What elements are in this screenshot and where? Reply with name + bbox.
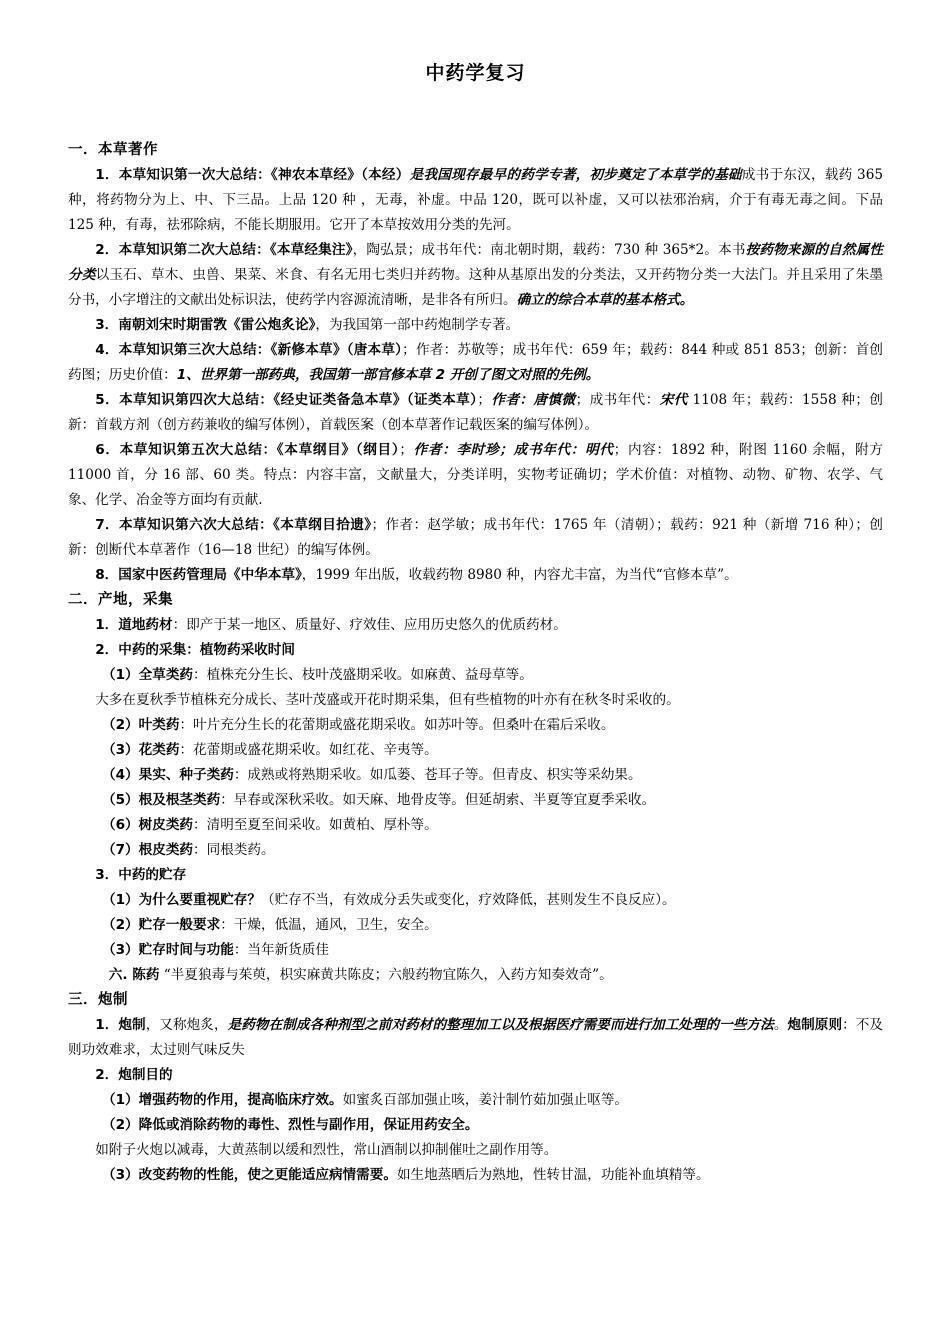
note-jiangdi: 如附子火炮以减毒，大黄蒸制以缓和烈性，常山酒制以抑制催吐之副作用等。 [95,1142,558,1158]
paragraph-xinxiu: 4．本草知识第三次大总结：《新修本草》（唐本草）；作者：苏敬等；成书年代：659 年；载药：844 种或 851 853；创新：首创药图；历史价值：1、世界第一部药典，我国第一部官修本草 2 开创了图文对照的先例。 [68,342,883,383]
list-item-shupi: （6）树皮类药：清明至夏至间采收。如黄柏、厚朴等。 [102,817,438,833]
page-title: 中药学复习 [425,62,526,84]
paragraph-daodi: 1．道地药材：即产于某一地区、质量好、疗效佳、应用历史悠久的优质药材。 [95,617,567,633]
list-item-hua: （3）花类药：花蕾期或盛花期采收。如红花、辛夷等。 [102,742,438,758]
section-heading-2: 二．产地，采集 [68,592,173,608]
subheading-zhucun: 3．中药的贮存 [95,867,187,883]
list-item-gaibian: （3）改变药物的性能，使之更能适应病情需要。如生地蒸晒后为熟地，性转甘温，功能补血填精等。 [102,1167,710,1183]
list-item-zengqiang: （1）增强药物的作用，提高临床疗效。如蜜炙百部加强止咳，姜汁制竹茹加强止呕等。 [102,1092,629,1108]
note-quancao: 大多在夏秋季节植株充分成长、茎叶茂盛或开花时期采集，但有些植物的叶亦有在秋冬时采收的。 [95,692,680,708]
list-item-zhongshi: （1）为什么要重视贮存？（贮存不当，有效成分丢失或变化，疗效降低，甚则发生不良反应）。 [102,892,676,908]
paragraph-leigong: 3．南朝刘宋时期雷敩《雷公炮炙论》，为我国第一部中药炮制学专著。 [95,317,520,333]
subheading-mudi: 2．炮制目的 [95,1067,173,1083]
paragraph-zhenglei: 5．本草知识第四次大总结：《经史证类备急本草》（证类本草）；作者：唐慎微；成书年代：宋代 1108 年；载药：1558 种；创新：首载方剂（创方药兼收的编写体例），首载医案（创本草著作记载医案的编写体例）。 [68,392,884,433]
paragraph-gangmu: 6．本草知识第五次大总结：《本草纲目》（纲目）；作者：李时珍；成书年代：明代；内容：1892 种，附图 1160 余幅，附方 11000 首，分 16 部、60 类。特点：内容丰富，文献量大，分类详明，实物考证确切；学术价值：对植物、动物、矿物、农学、气象、化学、冶金等方面均有贡献. [68,442,884,508]
list-item-jiangdi: （2）降低或消除药物的毒性、烈性与副作用，保证用药安全。 [102,1117,479,1133]
list-item-genjing: （5）根及根茎类药：早春或深秋采收。如天麻、地骨皮等。但延胡索、半夏等宜夏季采收。 [102,792,656,808]
subheading-caiji: 2．中药的采集：植物药采收时间 [95,642,295,658]
document-body [68,138,883,1188]
list-item-guoshi: （4）果实、种子类药：成熟或将熟期采收。如瓜蒌、苍耳子等。但青皮、枳实等采幼果。 [102,767,642,783]
paragraph-zhonghua: 8．国家中医药管理局《中华本草》，1999 年出版，收载药物 8980 种，内容尤丰富，为当代“官修本草”。 [95,567,738,583]
paragraph-chenyao: 六. 陈药 “半夏狼毒与茱萸，枳实麻黄共陈皮；六般药物宜陈久，入药方知奏效奇”。 [108,967,613,983]
list-item-quancao: （1）全草类药：植株充分生长、枝叶茂盛期采收。如麻黄、益母草等。 [102,667,533,683]
paragraph-shennong: 1．本草知识第一次大总结：《神农本草经》（本经）是我国现存最早的药学专著，初步奠定了本草学的基础成书于东汉，载药 365 种，将药物分为上、中、下三品。上品 120 种 ，无毒，补虚。中品 120，既可以补虚，又可以祛邪治病，介于有毒无毒之间。下品 125 种，有毒，祛邪除病，不能长期服用。它开了本草按效用分类的先河。 [68,167,883,233]
list-item-ye: （2）叶类药：叶片充分生长的花蕾期或盛花期采收。如苏叶等。但桑叶在霜后采收。 [102,717,615,733]
list-item-shijian: （3）贮存时间与功能：当年新货质佳 [102,942,329,958]
paragraph-jizhu: 2．本草知识第二次大总结：《本草经集注》，陶弘景；成书年代：南北朝时期，载药：730 种 365*2。本书按药物来源的自然属性分类以玉石、草木、虫兽、果菜、米食、有名无用七类归并药物。这种从基原出发的分类法，又开药物分类一大法门。并且采用了朱墨分书，小字增注的文献出处标识法，使药学内容源流清晰，是非各有所归。确立的综合本草的基本格式。 [68,242,884,308]
paragraph-shiyi: 7．本草知识第六次大总结：《本草纲目拾遗》；作者：赵学敏；成书年代：1765 年（清朝）；载药：921 种（新增 716 种）；创新：创断代本草著作（16—18 世纪）的编写体例。 [68,517,883,558]
list-item-yaoqiu: （2）贮存一般要求：干燥，低温，通风，卫生，安全。 [102,917,438,933]
section-heading-1: 一．本草著作 [68,142,158,158]
section-heading-3: 三．炮制 [68,992,128,1008]
list-item-genpi: （7）根皮类药：同根类药。 [102,842,275,858]
paragraph-paozhi: 1．炮制，又称炮炙，是药物在制成各种剂型之前对药材的整理加工以及根据医疗需要而进行加工处理的一些方法。炮制原则：不及则功效难求，太过则气味反失 [68,1017,884,1058]
